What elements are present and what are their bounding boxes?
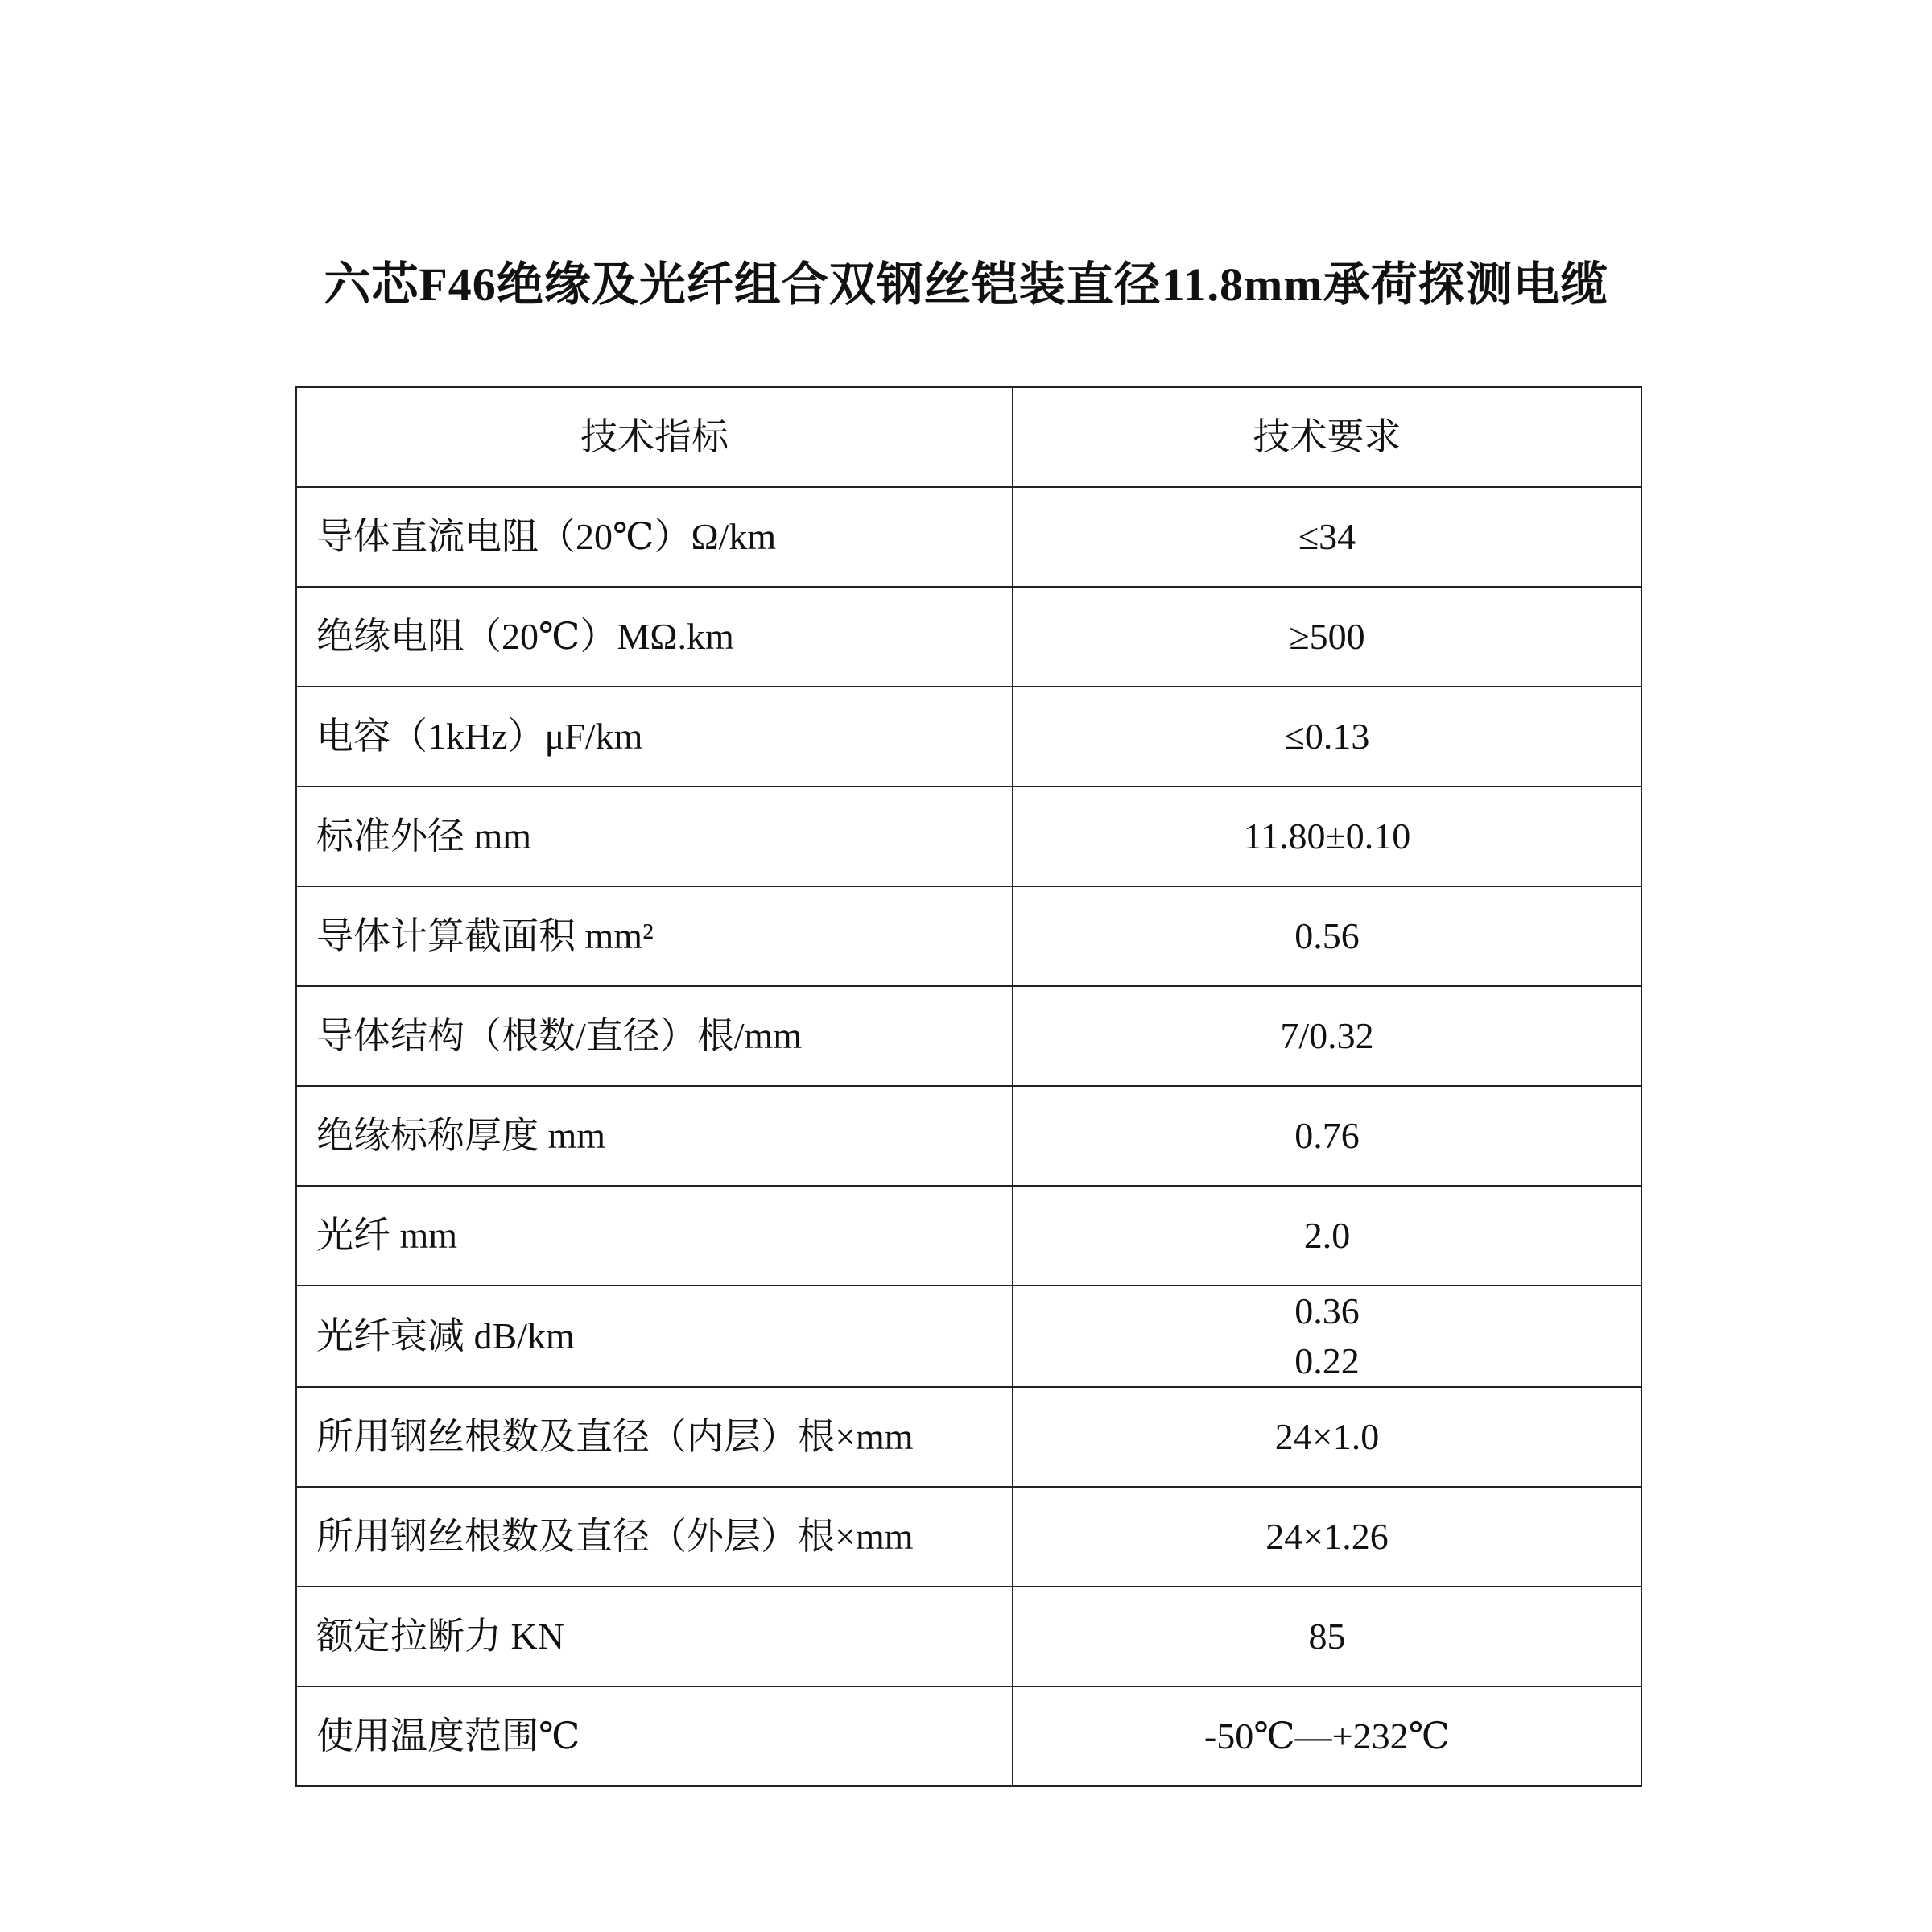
- row-value: 0.76: [1013, 1086, 1641, 1186]
- document-title: 六芯F46绝缘及光纤组合双钢丝铠装直径11.8mm承荷探测电缆: [324, 258, 1608, 311]
- row-label: 标准外径 mm: [296, 786, 1013, 886]
- table-row: [296, 687, 1641, 786]
- row-value: ≤0.13: [1013, 687, 1641, 786]
- row-label: 所用钢丝根数及直径（外层）根×mm: [296, 1487, 1013, 1587]
- row-label: 电容（1kHz）μF/km: [296, 687, 1013, 786]
- table-row: [296, 1086, 1641, 1186]
- header-requirement: 技术要求: [1013, 387, 1641, 487]
- row-label: 绝缘标称厚度 mm: [296, 1086, 1013, 1186]
- row-label: 导体结构（根数/直径）根/mm: [296, 986, 1013, 1086]
- row-value: 24×1.26: [1013, 1487, 1641, 1587]
- table-row: [296, 1587, 1641, 1686]
- row-label: 使用温度范围℃: [296, 1686, 1013, 1786]
- table-row: [296, 886, 1641, 986]
- row-label: 所用钢丝根数及直径（内层）根×mm: [296, 1387, 1013, 1487]
- row-label: 额定拉断力 KN: [296, 1587, 1013, 1686]
- row-label: 绝缘电阻（20℃）MΩ.km: [296, 587, 1013, 687]
- row-value: 24×1.0: [1013, 1387, 1641, 1487]
- row-value: 7/0.32: [1013, 986, 1641, 1086]
- table-row: [296, 1186, 1641, 1286]
- header-indicator: 技术指标: [296, 387, 1013, 487]
- row-value: 11.80±0.10: [1013, 786, 1641, 886]
- row-value-line: 0.36: [1294, 1290, 1360, 1331]
- row-label: 导体直流电阻（20℃）Ω/km: [296, 487, 1013, 587]
- row-value-multi: [1013, 1286, 1641, 1387]
- table-row: [296, 1487, 1641, 1587]
- table-row: [296, 1286, 1641, 1387]
- row-value: 2.0: [1013, 1186, 1641, 1286]
- row-value-line: 0.22: [1294, 1340, 1360, 1381]
- table-row: [296, 1686, 1641, 1786]
- table-row: [296, 1387, 1641, 1487]
- row-label: 光纤衰减 dB/km: [296, 1286, 1013, 1387]
- row-value: 0.56: [1013, 886, 1641, 986]
- spec-table: [295, 386, 1642, 1787]
- row-value: 85: [1013, 1587, 1641, 1686]
- row-label: 光纤 mm: [296, 1186, 1013, 1286]
- table-row: [296, 986, 1641, 1086]
- table-row: [296, 587, 1641, 687]
- table-row: [296, 786, 1641, 886]
- row-value: -50℃—+232℃: [1013, 1686, 1641, 1786]
- row-value: ≥500: [1013, 587, 1641, 687]
- row-label: 导体计算截面积 mm²: [296, 886, 1013, 986]
- table-row: [296, 487, 1641, 587]
- table-header-row: [296, 387, 1641, 487]
- row-value: ≤34: [1013, 487, 1641, 587]
